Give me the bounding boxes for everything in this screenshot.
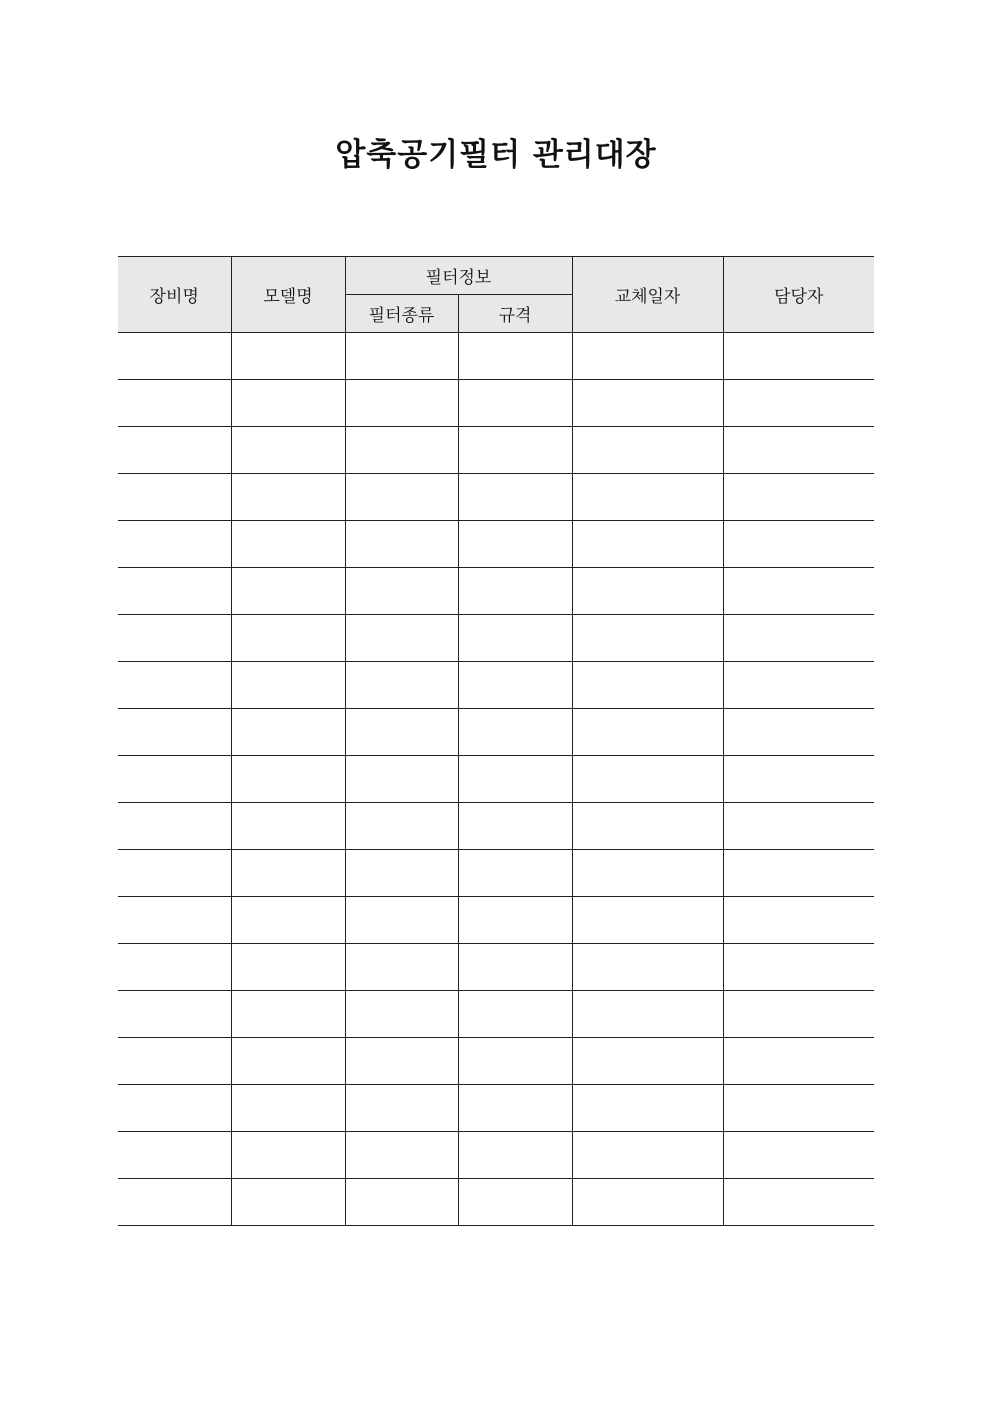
table-row (118, 1132, 874, 1179)
cell-model-name[interactable] (231, 1179, 345, 1226)
cell-equipment-name[interactable] (118, 709, 231, 756)
header-filter-info: 필터정보 (345, 257, 572, 295)
cell-replace-date[interactable] (572, 615, 723, 662)
cell-manager[interactable] (723, 568, 874, 615)
table-row (118, 662, 874, 709)
cell-manager[interactable] (723, 521, 874, 568)
cell-model-name[interactable] (231, 333, 345, 380)
cell-manager[interactable] (723, 803, 874, 850)
cell-filter-type[interactable] (345, 709, 458, 756)
cell-filter-type[interactable] (345, 568, 458, 615)
cell-replace-date[interactable] (572, 662, 723, 709)
cell-spec[interactable] (458, 427, 572, 474)
cell-equipment-name[interactable] (118, 427, 231, 474)
table-row (118, 1038, 874, 1085)
cell-manager[interactable] (723, 474, 874, 521)
cell-replace-date[interactable] (572, 521, 723, 568)
cell-filter-type[interactable] (345, 662, 458, 709)
cell-manager[interactable] (723, 850, 874, 897)
cell-equipment-name[interactable] (118, 615, 231, 662)
cell-model-name[interactable] (231, 756, 345, 803)
table-row (118, 521, 874, 568)
cell-manager[interactable] (723, 944, 874, 991)
cell-spec[interactable] (458, 991, 572, 1038)
cell-manager[interactable] (723, 1038, 874, 1085)
cell-model-name[interactable] (231, 1132, 345, 1179)
cell-replace-date[interactable] (572, 474, 723, 521)
cell-manager[interactable] (723, 1132, 874, 1179)
cell-spec[interactable] (458, 615, 572, 662)
cell-manager[interactable] (723, 427, 874, 474)
cell-replace-date[interactable] (572, 1038, 723, 1085)
filter-ledger-table (118, 256, 874, 1226)
cell-replace-date[interactable] (572, 333, 723, 380)
cell-replace-date[interactable] (572, 427, 723, 474)
header-replace-date: 교체일자 (572, 257, 723, 333)
cell-manager[interactable] (723, 380, 874, 427)
cell-manager[interactable] (723, 1179, 874, 1226)
cell-filter-type[interactable] (345, 850, 458, 897)
cell-spec[interactable] (458, 568, 572, 615)
cell-filter-type[interactable] (345, 333, 458, 380)
cell-filter-type[interactable] (345, 1085, 458, 1132)
cell-filter-type[interactable] (345, 756, 458, 803)
cell-filter-type[interactable] (345, 944, 458, 991)
cell-filter-type[interactable] (345, 474, 458, 521)
cell-equipment-name[interactable] (118, 1038, 231, 1085)
cell-filter-type[interactable] (345, 803, 458, 850)
table-row (118, 333, 874, 380)
cell-replace-date[interactable] (572, 709, 723, 756)
cell-model-name[interactable] (231, 850, 345, 897)
cell-equipment-name[interactable] (118, 1132, 231, 1179)
header-manager: 담당자 (723, 257, 874, 333)
header-model-name: 모델명 (231, 257, 345, 333)
table-row (118, 568, 874, 615)
cell-replace-date[interactable] (572, 991, 723, 1038)
cell-manager[interactable] (723, 991, 874, 1038)
page-title: 압축공기필터 관리대장 (335, 137, 657, 173)
cell-equipment-name[interactable] (118, 991, 231, 1038)
cell-filter-type[interactable] (345, 380, 458, 427)
cell-model-name[interactable] (231, 803, 345, 850)
cell-equipment-name[interactable] (118, 944, 231, 991)
table-row (118, 709, 874, 756)
cell-spec[interactable] (458, 521, 572, 568)
cell-spec[interactable] (458, 662, 572, 709)
cell-manager[interactable] (723, 1085, 874, 1132)
cell-model-name[interactable] (231, 897, 345, 944)
table-row (118, 756, 874, 803)
cell-replace-date[interactable] (572, 756, 723, 803)
cell-spec[interactable] (458, 474, 572, 521)
cell-manager[interactable] (723, 662, 874, 709)
cell-manager[interactable] (723, 615, 874, 662)
table-row (118, 850, 874, 897)
header-spec: 규격 (458, 295, 572, 333)
table-row (118, 897, 874, 944)
cell-spec[interactable] (458, 850, 572, 897)
cell-spec[interactable] (458, 709, 572, 756)
cell-spec[interactable] (458, 803, 572, 850)
cell-model-name[interactable] (231, 427, 345, 474)
cell-model-name[interactable] (231, 615, 345, 662)
table-body (118, 333, 874, 1226)
cell-equipment-name[interactable] (118, 803, 231, 850)
cell-model-name[interactable] (231, 662, 345, 709)
cell-filter-type[interactable] (345, 897, 458, 944)
table-row (118, 944, 874, 991)
cell-filter-type[interactable] (345, 1179, 458, 1226)
cell-filter-type[interactable] (345, 1038, 458, 1085)
cell-model-name[interactable] (231, 521, 345, 568)
cell-filter-type[interactable] (345, 427, 458, 474)
cell-manager[interactable] (723, 756, 874, 803)
cell-equipment-name[interactable] (118, 662, 231, 709)
cell-equipment-name[interactable] (118, 1085, 231, 1132)
cell-equipment-name[interactable] (118, 850, 231, 897)
cell-filter-type[interactable] (345, 521, 458, 568)
cell-spec[interactable] (458, 1085, 572, 1132)
table-row (118, 427, 874, 474)
cell-equipment-name[interactable] (118, 1179, 231, 1226)
cell-equipment-name[interactable] (118, 474, 231, 521)
cell-equipment-name[interactable] (118, 521, 231, 568)
table-row (118, 991, 874, 1038)
table-row (118, 803, 874, 850)
cell-replace-date[interactable] (572, 568, 723, 615)
header-filter-type: 필터종류 (345, 295, 458, 333)
table-row (118, 474, 874, 521)
cell-model-name[interactable] (231, 380, 345, 427)
cell-equipment-name[interactable] (118, 333, 231, 380)
cell-spec[interactable] (458, 333, 572, 380)
cell-model-name[interactable] (231, 1038, 345, 1085)
cell-model-name[interactable] (231, 474, 345, 521)
cell-replace-date[interactable] (572, 1085, 723, 1132)
table-row (118, 380, 874, 427)
table-row (118, 1085, 874, 1132)
cell-replace-date[interactable] (572, 944, 723, 991)
cell-filter-type[interactable] (345, 1132, 458, 1179)
table-row (118, 1179, 874, 1226)
cell-model-name[interactable] (231, 944, 345, 991)
cell-manager[interactable] (723, 333, 874, 380)
cell-equipment-name[interactable] (118, 568, 231, 615)
cell-manager[interactable] (723, 709, 874, 756)
cell-filter-type[interactable] (345, 615, 458, 662)
cell-equipment-name[interactable] (118, 756, 231, 803)
cell-spec[interactable] (458, 1132, 572, 1179)
header-equipment-name: 장비명 (118, 257, 231, 333)
cell-model-name[interactable] (231, 991, 345, 1038)
cell-spec[interactable] (458, 944, 572, 991)
cell-replace-date[interactable] (572, 1179, 723, 1226)
cell-spec[interactable] (458, 756, 572, 803)
cell-model-name[interactable] (231, 1085, 345, 1132)
cell-replace-date[interactable] (572, 380, 723, 427)
cell-replace-date[interactable] (572, 1132, 723, 1179)
cell-filter-type[interactable] (345, 991, 458, 1038)
table-row (118, 615, 874, 662)
cell-replace-date[interactable] (572, 803, 723, 850)
cell-spec[interactable] (458, 1038, 572, 1085)
cell-spec[interactable] (458, 380, 572, 427)
cell-replace-date[interactable] (572, 850, 723, 897)
cell-model-name[interactable] (231, 709, 345, 756)
cell-model-name[interactable] (231, 568, 345, 615)
cell-replace-date[interactable] (572, 897, 723, 944)
cell-equipment-name[interactable] (118, 897, 231, 944)
cell-equipment-name[interactable] (118, 380, 231, 427)
cell-manager[interactable] (723, 897, 874, 944)
cell-spec[interactable] (458, 1179, 572, 1226)
cell-spec[interactable] (458, 897, 572, 944)
